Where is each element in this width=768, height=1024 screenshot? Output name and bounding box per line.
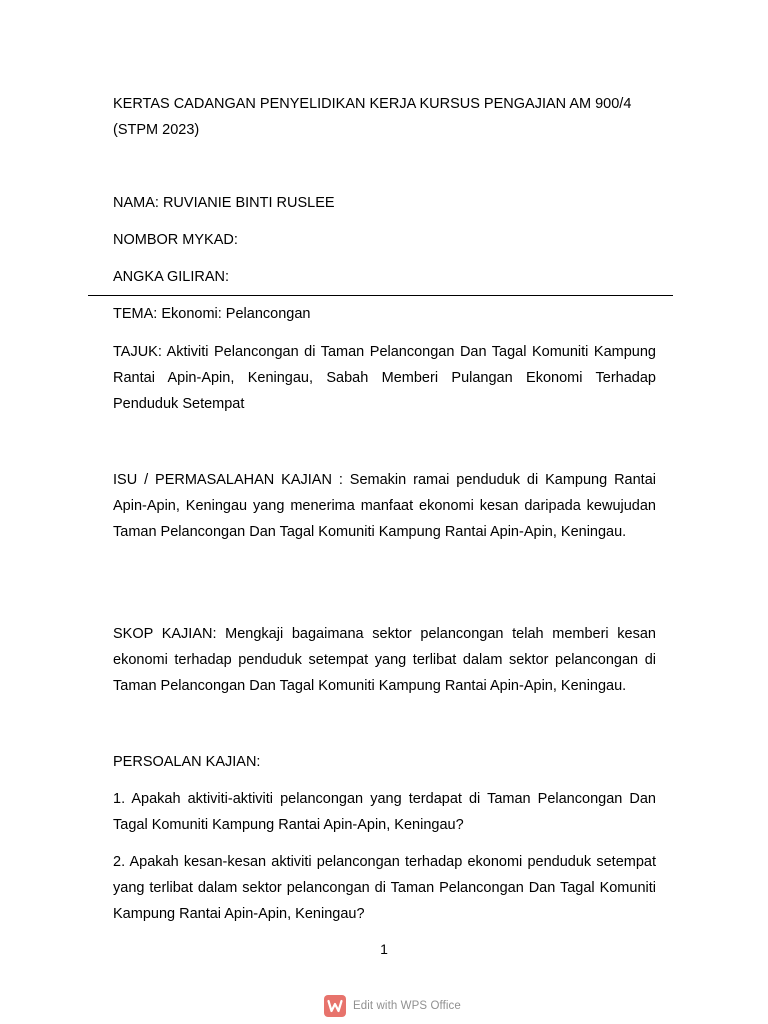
tajuk-value: Aktiviti Pelancongan di Taman Pelancongan Dan Tagal Komuniti Kampung Rantai Apin-Apin, Keningau, Sabah Memberi Pulangan Ekonomi Terhadap Penduduk Setempat [113, 344, 656, 412]
nombor-mykad-field: NOMBOR MYKAD: [113, 232, 238, 248]
tajuk-paragraph [113, 339, 656, 417]
angka-giliran-field: ANGKA GILIRAN: [113, 269, 230, 285]
nama-field: NAMA: RUVIANIE BINTI RUSLEE [113, 195, 335, 211]
persoalan-text: Apakah aktiviti-aktiviti pelancongan yang terdapat di Taman Pelancongan Dan Tagal Komuniti Kampung Rantai Apin-Apin, Keningau? [113, 791, 656, 833]
isu-paragraph [113, 467, 656, 545]
horizontal-divider [88, 295, 673, 296]
tema-value: Ekonomi: Pelancongan [157, 306, 311, 322]
persoalan-heading: PERSOALAN KAJIAN: [113, 754, 261, 770]
wps-office-logo-icon [324, 995, 346, 1017]
skop-paragraph [113, 621, 656, 699]
persoalan-text: Apakah kesan-kesan aktiviti pelancongan terhadap ekonomi penduduk setempat yang terlibat dalam sektor pelancongan di Taman Pelancongan Dan Tagal Komuniti Kampung Rantai Apin-Apin, Keningau? [113, 854, 656, 922]
isu-label: ISU / PERMASALAHAN KAJIAN : [113, 472, 343, 488]
wps-watermark [324, 994, 461, 1018]
tema-label: TEMA: [113, 306, 158, 322]
title-line-2: (STPM 2023) [113, 122, 200, 138]
persoalan-item-2 [113, 849, 656, 927]
persoalan-item-1 [113, 786, 656, 838]
watermark-text: Edit with WPS Office [353, 1000, 461, 1012]
tema-paragraph [113, 301, 656, 327]
persoalan-number: 2. [113, 854, 126, 870]
isu-value: Semakin ramai penduduk di Kampung Rantai Apin-Apin, Keningau yang menerima manfaat ekonomi kesan daripada kewujudan Taman Pelancongan Dan Tagal Komuniti Kampung Rantai Apin-Apin, Keningau. [113, 472, 656, 540]
page-number: 1 [380, 941, 388, 957]
skop-label: SKOP KAJIAN: [113, 626, 217, 642]
title-line-1: KERTAS CADANGAN PENYELIDIKAN KERJA KURSUS PENGAJIAN AM 900/4 [113, 96, 632, 112]
persoalan-number: 1. [113, 791, 126, 807]
document-title [113, 91, 656, 143]
tajuk-label: TAJUK: [113, 344, 162, 360]
skop-value: Mengkaji bagaimana sektor pelancongan telah memberi kesan ekonomi terhadap penduduk setempat yang terlibat dalam sektor pelancongan di Taman Pelancongan Dan Tagal Komuniti Kampung Rantai Apin-Apin, Keningau. [113, 626, 656, 694]
